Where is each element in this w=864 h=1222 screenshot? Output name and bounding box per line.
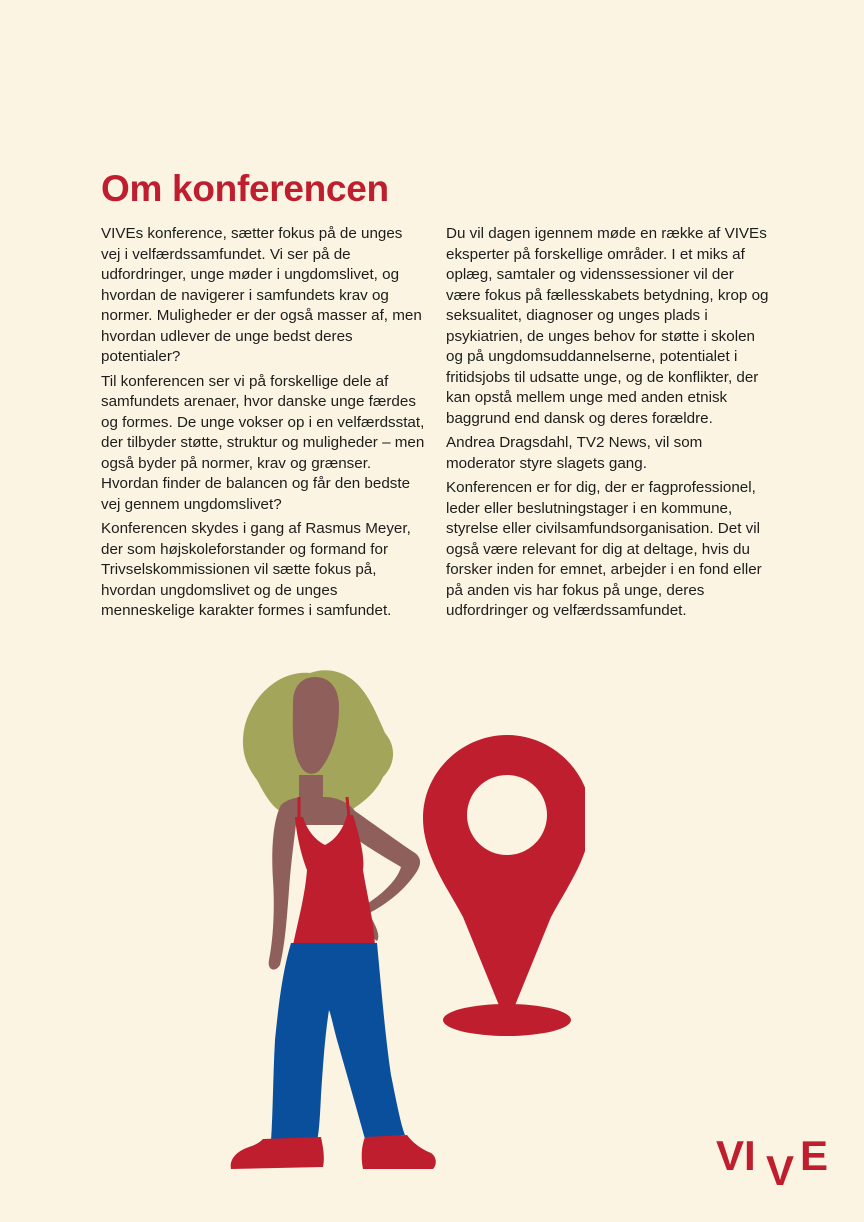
paragraph: Konferencen skydes i gang af Rasmus Meyer, der som højskoleforstander og formand for Trivselskommissionen vil sætte fokus på, hvordan ungdomslivet og de unges menneskelige karakter formes i samfundet. xyxy=(101,520,411,619)
paragraph: Andrea Dragsdahl, TV2 News, vil som moderator styre slagets gang. xyxy=(446,434,703,472)
location-pin-icon xyxy=(423,735,585,1036)
logo-text-e: E xyxy=(800,1133,829,1179)
girl-figure xyxy=(231,670,436,1169)
right-text-column xyxy=(446,224,771,626)
paragraph: Til konferencen ser vi på forskellige dele af samfundets arenaer, hvor danske unge færdes og formes. De unge vokser op i en velfærdsstat, der tilbyder støtte, struktur og muligheder – men også byder på normer, krav og grænser. Hvordan finder de balancen og får den bedste vej gennem ungdomslivet? xyxy=(101,372,425,513)
paragraph: Konferencen er for dig, der er fagprofessionel, leder eller beslutningstager i en kommune, styrelse eller civilsamfundsorganisation. Det vil også være relevant for dig at deltage, hvis du forsker inden for emnet, arbejder i en fond eller på anden vis har fokus på unge, deres udfordringer og velfærdssamfundet. xyxy=(446,479,762,619)
left-text-column xyxy=(101,224,426,626)
logo-text-v: V xyxy=(766,1147,795,1189)
illustration xyxy=(225,655,585,1175)
paragraph: VIVEs konference, sætter fokus på de unges vej i velfærdssamfundet. Vi ser på de udfordringer, unge møder i ungdomslivet, og hvordan de navigerer i samfundets krav og normer. Muligheder er der også masser af, men hvordan udlever de unge bedst deres potentialer? xyxy=(101,225,422,365)
logo-text-vi: VI xyxy=(716,1133,756,1179)
vive-logo xyxy=(716,1133,832,1189)
paragraph: Du vil dagen igennem møde en række af VIVEs eksperter på forskellige områder. I et miks af oplæg, samtaler og videnssessioner vil der være fokus på fællesskabets betydning, krop og seksualitet, diagnoser og unges plads i psykiatrien, de unges behov for støtte i skolen og på ungdomsuddannelserne, potentialet i fritidsjobs til udsatte unge, og de konflikter, der kan opstå mellem unge med anden etnisk baggrund end dansk og deres forældre. xyxy=(446,225,769,427)
page-title: Om konferencen xyxy=(101,168,389,209)
